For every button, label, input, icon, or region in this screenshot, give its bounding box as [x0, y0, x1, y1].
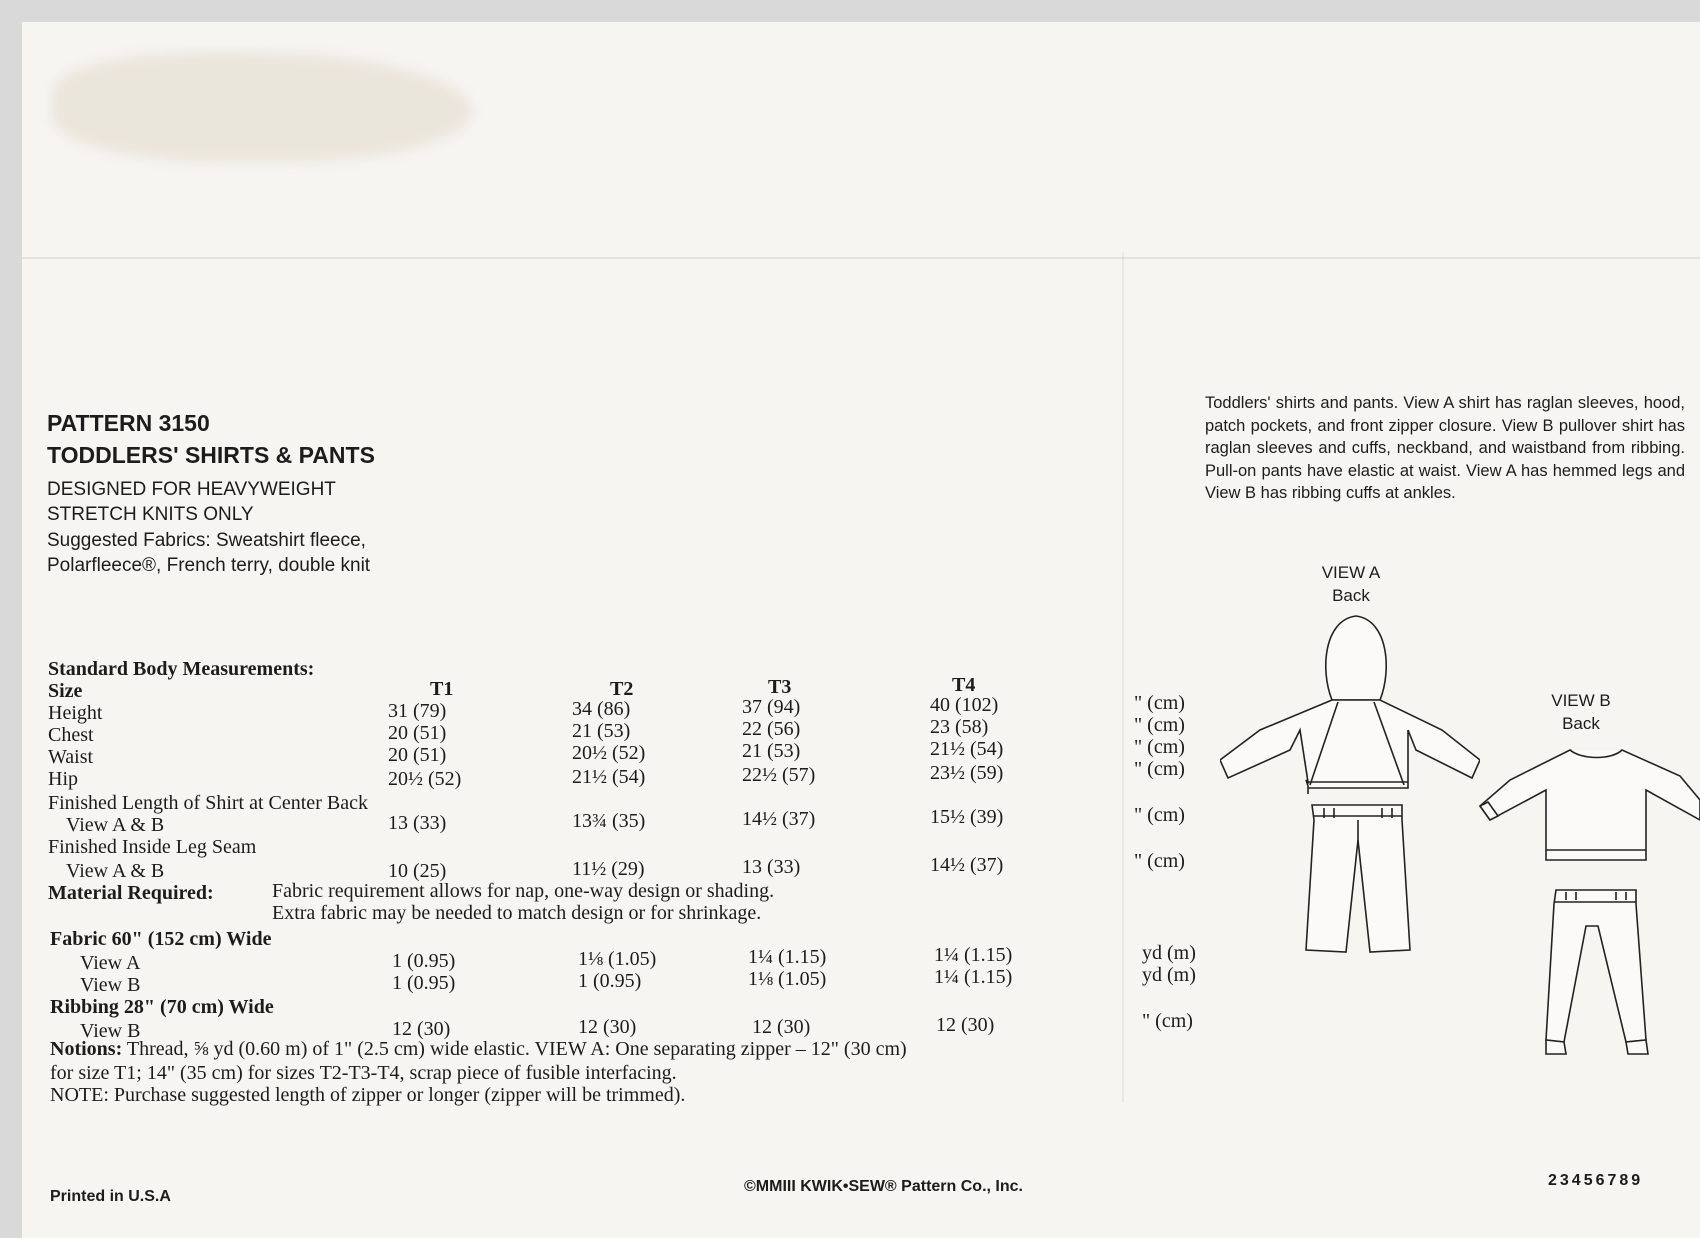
ribbing-unit: " (cm)	[1142, 1010, 1193, 1032]
height-t1: 31 (79)	[388, 700, 447, 722]
fabric-view-b-unit: yd (m)	[1142, 964, 1196, 986]
pattern-title: TODDLERS' SHIRTS & PANTS	[47, 442, 375, 468]
copyright: ©MMIII KWIK•SEW® Pattern Co., Inc.	[744, 1178, 1023, 1195]
shirt-length-t2: 13¾ (35)	[572, 810, 646, 832]
hip-t3: 22½ (57)	[742, 764, 816, 786]
notions-text1: Thread, ⅝ yd (0.60 m) of 1" (2.5 cm) wide elastic. VIEW A: One separating zipper – 12" (30 cm)	[126, 1038, 907, 1060]
shirt-length-t3: 14½ (37)	[742, 808, 816, 830]
chest-t1: 20 (51)	[388, 722, 447, 744]
notions-heading: Notions:	[50, 1038, 123, 1060]
material-text2: Extra fabric may be needed to match design or for shrinkage.	[272, 902, 762, 924]
ribbing-view-b-label: View B	[80, 1020, 141, 1042]
shirt-length-label: Finished Length of Shirt at Center Back	[48, 792, 368, 814]
size-t1: T1	[430, 678, 454, 700]
pattern-number: PATTERN 3150	[47, 410, 210, 436]
waist-t3: 21 (53)	[742, 740, 801, 762]
hip-label: Hip	[48, 768, 78, 790]
chest-t3: 22 (56)	[742, 718, 801, 740]
material-text1: Fabric requirement allows for nap, one-way design or shading.	[272, 880, 775, 902]
view-b-title: VIEW B	[1551, 691, 1611, 710]
waist-t2: 20½ (52)	[572, 742, 646, 764]
notions-note: NOTE: Purchase suggested length of zipper or longer (zipper will be trimmed).	[50, 1084, 686, 1106]
view-a-pants	[1306, 805, 1410, 952]
waist-t4: 21½ (54)	[930, 738, 1004, 760]
designed-for-line1: DESIGNED FOR HEAVYWEIGHT	[47, 479, 336, 500]
fabric-view-b-t3: 1⅛ (1.05)	[748, 968, 827, 990]
shirt-length-t4: 15½ (39)	[930, 806, 1004, 828]
height-t3: 37 (94)	[742, 696, 801, 718]
size-label: Size	[48, 680, 83, 702]
fabric-view-a-t2: 1⅛ (1.05)	[578, 948, 657, 970]
size-t3: T3	[768, 676, 792, 698]
size-t2: T2	[610, 678, 634, 700]
height-unit: " (cm)	[1134, 692, 1185, 714]
fabric-view-a-t4: 1¼ (1.15)	[934, 944, 1013, 966]
view-a-hoodie	[1220, 616, 1480, 794]
notions-line2: for size T1; 14" (35 cm) for sizes T2-T3-T4, scrap piece of fusible interfacing.	[50, 1062, 677, 1084]
hip-t1: 20½ (52)	[388, 768, 462, 790]
fold-crease-vertical	[1122, 252, 1124, 1102]
hip-t4: 23½ (59)	[930, 762, 1004, 784]
leg-seam-views: View A & B	[66, 860, 165, 882]
fabric-view-a-t3: 1¼ (1.15)	[748, 946, 827, 968]
height-label: Height	[48, 702, 103, 724]
suggested-fabrics-line2: Polarfleece®, French terry, double knit	[47, 555, 371, 576]
waist-t1: 20 (51)	[388, 744, 447, 766]
height-t4: 40 (102)	[930, 694, 999, 716]
ribbing-t3: 12 (30)	[752, 1016, 811, 1038]
designed-for-line2: STRETCH KNITS ONLY	[47, 504, 254, 525]
leg-seam-unit: " (cm)	[1134, 850, 1185, 872]
view-b-pants	[1546, 890, 1648, 1054]
chest-t2: 21 (53)	[572, 720, 631, 742]
material-heading: Material Required:	[48, 882, 214, 904]
fabric-view-b-t4: 1¼ (1.15)	[934, 966, 1013, 988]
waist-unit: " (cm)	[1134, 736, 1185, 758]
notions-line1	[50, 1038, 907, 1061]
leg-seam-t3: 13 (33)	[742, 856, 801, 878]
ribbing-heading: Ribbing 28" (70 cm) Wide	[50, 996, 274, 1018]
chest-label: Chest	[48, 724, 94, 746]
fabric-view-b-label: View B	[80, 974, 141, 996]
size-t4: T4	[952, 674, 976, 696]
leg-seam-t1: 10 (25)	[388, 860, 447, 882]
fabric-heading: Fabric 60" (152 cm) Wide	[50, 928, 272, 950]
shirt-length-t1: 13 (33)	[388, 812, 447, 834]
printed-in: Printed in U.S.A	[50, 1188, 171, 1205]
chest-unit: " (cm)	[1134, 714, 1185, 736]
measurements-heading: Standard Body Measurements:	[48, 658, 315, 680]
leg-seam-t4: 14½ (37)	[930, 854, 1004, 876]
water-stain	[52, 52, 472, 162]
garment-description: Toddlers' shirts and pants. View A shirt has raglan sleeves, hood, patch pockets, and front zipper closure. View B pullover shirt has raglan sleeves and cuffs, neckband, and waistband from ribbing. Pull-on pants have elastic at waist. View A has hemmed legs and View B has ribbing cuffs at ankles.	[1205, 394, 1685, 502]
shirt-length-unit: " (cm)	[1134, 804, 1185, 826]
ribbing-t1: 12 (30)	[392, 1018, 451, 1040]
chest-t4: 23 (58)	[930, 716, 989, 738]
view-b-back-drawing	[1450, 740, 1700, 1080]
ribbing-t2: 12 (30)	[578, 1016, 637, 1038]
hip-unit: " (cm)	[1134, 758, 1185, 780]
view-a-back-drawing	[1220, 610, 1480, 970]
ribbing-t4: 12 (30)	[936, 1014, 995, 1036]
view-a-subtitle: Back	[1332, 586, 1370, 605]
leg-seam-t2: 11½ (29)	[572, 858, 645, 880]
fabric-view-b-t2: 1 (0.95)	[578, 970, 642, 992]
shirt-length-views: View A & B	[66, 814, 165, 836]
view-b-subtitle: Back	[1562, 714, 1600, 733]
print-run-numbers: 23456789	[1548, 1172, 1644, 1189]
fold-crease	[22, 257, 1700, 259]
fabric-view-a-unit: yd (m)	[1142, 942, 1196, 964]
fabric-view-a-label: View A	[80, 952, 141, 974]
leg-seam-label: Finished Inside Leg Seam	[48, 836, 257, 858]
hip-t2: 21½ (54)	[572, 766, 646, 788]
view-a-title: VIEW A	[1321, 563, 1381, 582]
view-b-sweatshirt	[1480, 750, 1700, 860]
suggested-fabrics-line1: Suggested Fabrics: Sweatshirt fleece,	[47, 530, 366, 551]
waist-label: Waist	[48, 746, 94, 768]
height-t2: 34 (86)	[572, 698, 631, 720]
fabric-view-a-t1: 1 (0.95)	[392, 950, 456, 972]
fabric-view-b-t1: 1 (0.95)	[392, 972, 456, 994]
